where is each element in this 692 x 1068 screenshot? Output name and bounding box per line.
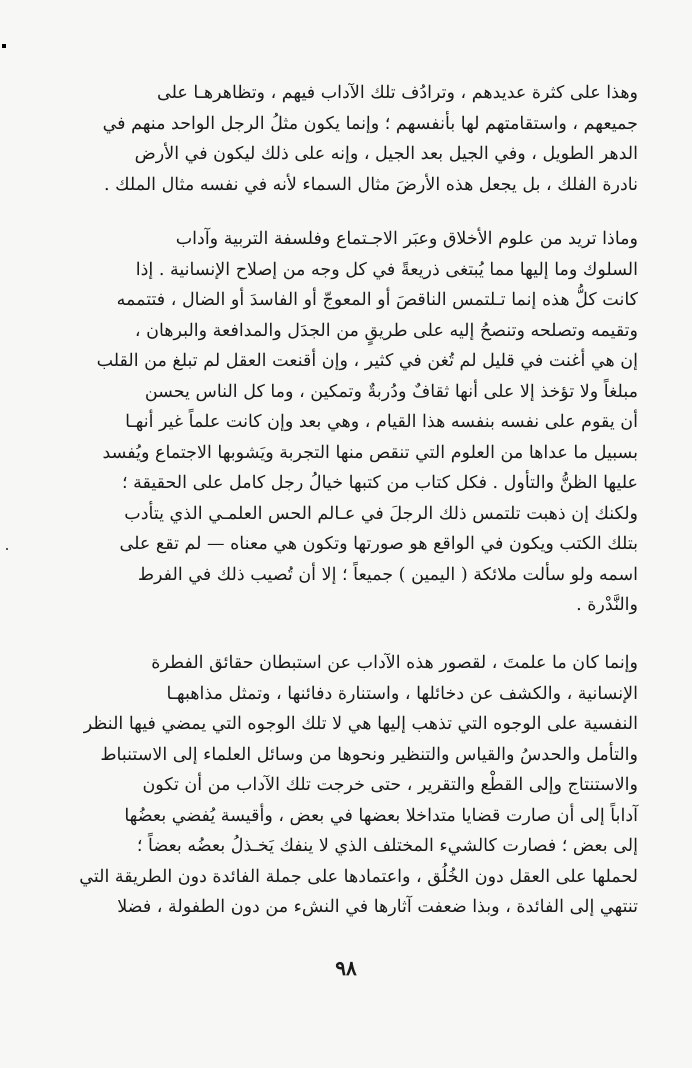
text-line: السلوك وما إليها مما يُبتغى ذريعةً في كل وجه من إصلاح الإنسانية . إذا: [135, 259, 638, 280]
text-line: الإنسانية ، والكشف عن دخائلها ، واستنارة دفائنها ، وتمثل مذاهبهـا: [166, 683, 638, 704]
text-line: عليها الظنُّ والتأول . فكل كتاب من كتبها خيالُ رجل كامل على الحقيقة ؛: [122, 473, 638, 493]
text-line: والنَّدْرة .: [576, 595, 638, 615]
text-line: وهذا على كثرة عديدهم ، وترادُف تلك الآداب فيهم ، وتظاهرهـا على: [157, 83, 638, 103]
text-line: أن يقوم على نفسه بنفسه هذا القيام ، وهي بعد وإن كانت علماً غير أنهـا: [125, 412, 638, 432]
text-line: والتأمل والحدسُ والقياس والتنظير ونحوها من وسائل العلماء إلى الاستنباط: [100, 744, 638, 765]
text-line: ولكنك إن ذهبت تلتمس ذلك الرجلَ في عـالم الحس العلمـي الذي يتأدب: [124, 503, 638, 524]
text-line: الدهر الطويل ، وفي الجيل بعد الجيل ، وإنه على ذلك ليكون في الأرض: [134, 144, 638, 164]
text-line: النفسية على الوجوه التي تذهب إليها هي لا تلك الوجوه التي يمضي فيها النظر: [83, 714, 638, 734]
text-line: والاستنتاج وإلى القطْع والتقرير ، حتى خرجت تلك الآداب من أن تكون: [142, 775, 638, 795]
paragraph-3: [58, 648, 638, 923]
text-line: لحملها على العقل دون الخُلُق ، واعتمادها على جملة الفائدة دون الطريقة التي: [79, 866, 638, 887]
text-line: اسمه ولو سألت ملائكة ( اليمين ) جميعاً ؛ إلا أن تُصيب ذلك في الفرط: [137, 564, 638, 585]
page-number: ٩٨: [335, 956, 357, 980]
paragraph-1: [58, 78, 638, 200]
margin-speck: [6, 548, 8, 550]
text-line: إن هي أغنت في قليل لم تُغن في كثير ، وإن أقنعت العقل لم تبلغ من القلب: [96, 351, 638, 371]
text-line: تنتهي إلى الفائدة ، وبذا ضعفت آثارها في النشء من دون الطفولة ، فضلا: [117, 897, 638, 917]
text-line: آداباً إلى أن صارت قضايا متداخلا بعضها في بعض ، وأقيسة يُفضي بعضُها: [124, 805, 638, 826]
text-line: إلى بعض ؛ فصارت كالشيء المختلف الذي لا ينفك يَخـذلُ بعضُه بعضاً ؛: [136, 836, 638, 856]
text-line: وتقيمه وتصلحه وتنصحُ إليه على طريقٍ من الجدَل والمدافعة والبرهان ،: [134, 320, 638, 341]
text-line: وإنما كان ما علمتَ ، لقصور هذه الآداب عن استبطان حقائق الفطرة: [151, 653, 638, 673]
text-line: مبلغاً ولا تؤخذ إلا على أنها ثقافٌ ودُربةٌ وتمكين ، وما كل الناس يحسن: [144, 381, 638, 402]
text-line: بتلك الكتب ويكون في الواقع هو صورتها وتكون هي معناه — لم تقع على: [119, 534, 638, 554]
paragraph-2: [58, 224, 638, 621]
text-line: جميعهم ، واستقامتهم لها بأنفسهم ؛ وإنما يكون مثلُ الرجل الواحد منهم في: [102, 113, 638, 134]
text-line: بسبيل ما عداها من العلوم التي تنقص منها التجربة ويَشوبها الاجتماع ويُفسد: [102, 442, 638, 463]
text-line: كانت كلُّ هذه إنما تـلتمس الناقصَ أو المعوجّ أو الفاسدَ أو الضال ، فتتممه: [116, 290, 638, 310]
text-line: وماذا تريد من علوم الأخلاق وعبَر الاجـتماع وفلسفة التربية وآداب: [175, 229, 638, 249]
margin-dot: [2, 44, 6, 48]
text-line: نادرة الفلك ، بل يجعل هذه الأرضَ مثال السماء لأنه في نفسه مثال الملك .: [104, 174, 638, 195]
